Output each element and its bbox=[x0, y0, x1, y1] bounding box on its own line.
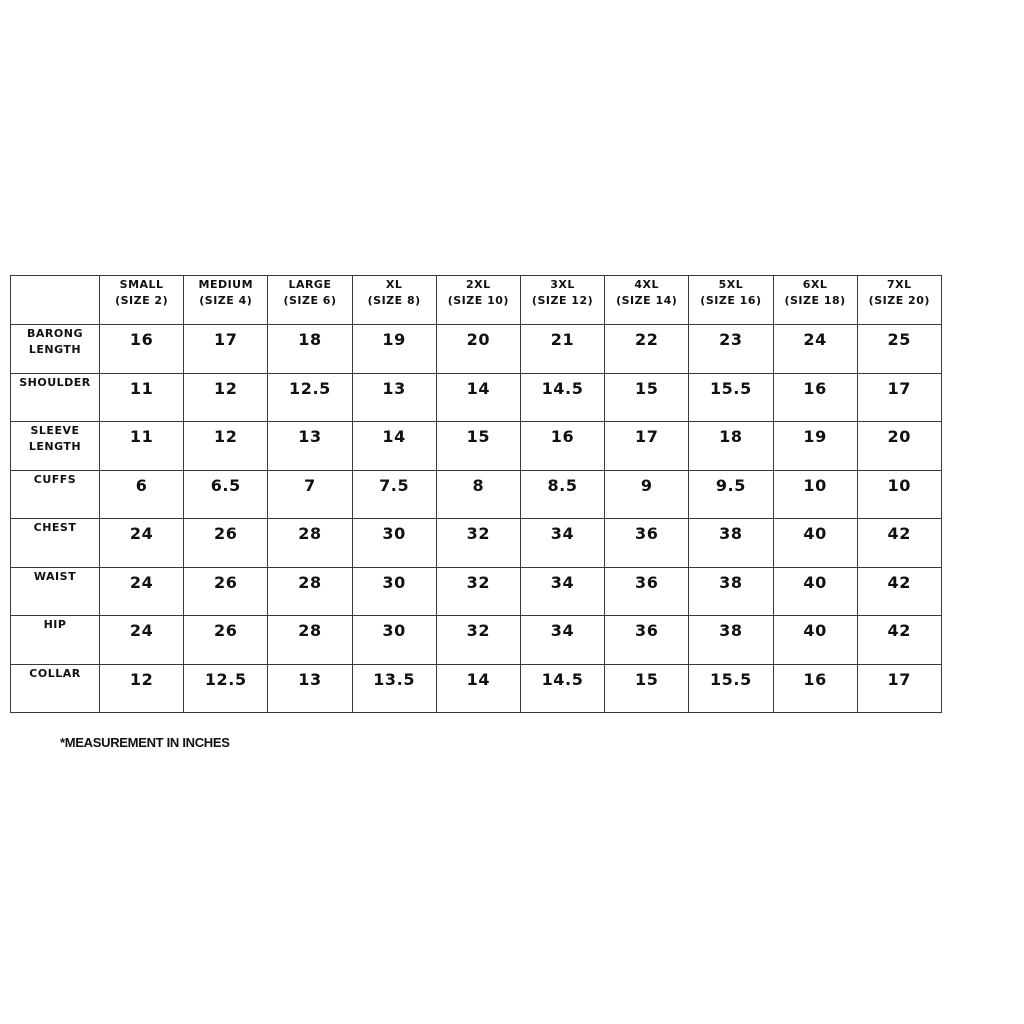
table-cell: 36 bbox=[605, 567, 689, 616]
column-header bbox=[520, 276, 604, 325]
column-size-number: (SIZE 10) bbox=[447, 294, 509, 307]
table-cell: 6.5 bbox=[184, 470, 268, 519]
table-cell: 14 bbox=[352, 422, 436, 471]
column-size-number: (SIZE 4) bbox=[199, 294, 253, 307]
table-cell: 23 bbox=[689, 325, 773, 374]
column-size-name: 6XL bbox=[802, 278, 828, 291]
table-cell: 24 bbox=[773, 325, 857, 374]
row-label-line: LENGTH bbox=[28, 440, 82, 453]
table-cell: 12.5 bbox=[184, 664, 268, 713]
table-cell: 36 bbox=[605, 616, 689, 665]
table-cell: 14 bbox=[436, 373, 520, 422]
table-cell: 42 bbox=[857, 567, 941, 616]
table-cell: 42 bbox=[857, 519, 941, 568]
table-cell: 17 bbox=[184, 325, 268, 374]
column-header bbox=[268, 276, 352, 325]
table-cell: 13.5 bbox=[352, 664, 436, 713]
table-cell: 38 bbox=[689, 567, 773, 616]
row-label bbox=[11, 616, 100, 665]
column-size-name: MEDIUM bbox=[198, 278, 254, 291]
row-label bbox=[11, 664, 100, 713]
column-header bbox=[773, 276, 857, 325]
table-cell: 38 bbox=[689, 519, 773, 568]
table-cell: 13 bbox=[352, 373, 436, 422]
column-header bbox=[184, 276, 268, 325]
column-header bbox=[605, 276, 689, 325]
table-cell: 32 bbox=[436, 616, 520, 665]
column-size-number: (SIZE 18) bbox=[784, 294, 846, 307]
table-cell: 19 bbox=[773, 422, 857, 471]
table-cell: 17 bbox=[605, 422, 689, 471]
table-cell: 32 bbox=[436, 519, 520, 568]
column-size-number: (SIZE 12) bbox=[531, 294, 594, 307]
table-cell: 38 bbox=[689, 616, 773, 665]
table-row bbox=[11, 470, 942, 519]
table-cell: 16 bbox=[773, 664, 857, 713]
table-cell: 30 bbox=[352, 616, 436, 665]
row-label bbox=[11, 519, 100, 568]
table-cell: 25 bbox=[857, 325, 941, 374]
table-cell: 21 bbox=[520, 325, 604, 374]
column-size-number: (SIZE 16) bbox=[700, 294, 762, 307]
table-cell: 30 bbox=[352, 519, 436, 568]
table-cell: 10 bbox=[773, 470, 857, 519]
table-cell: 15 bbox=[436, 422, 520, 471]
table-cell: 18 bbox=[268, 325, 352, 374]
table-cell: 9.5 bbox=[689, 470, 773, 519]
column-size-number: (SIZE 6) bbox=[283, 294, 337, 307]
table-cell: 24 bbox=[100, 567, 184, 616]
table-cell: 40 bbox=[773, 519, 857, 568]
corner-cell bbox=[11, 276, 100, 325]
table-cell: 26 bbox=[184, 567, 268, 616]
table-cell: 16 bbox=[773, 373, 857, 422]
column-size-name: 3XL bbox=[550, 278, 575, 291]
table-cell: 7.5 bbox=[352, 470, 436, 519]
table-cell: 30 bbox=[352, 567, 436, 616]
table-row bbox=[11, 422, 942, 471]
table-cell: 34 bbox=[520, 519, 604, 568]
table-cell: 12 bbox=[100, 664, 184, 713]
table-cell: 12 bbox=[184, 373, 268, 422]
table-cell: 11 bbox=[100, 373, 184, 422]
table-row bbox=[11, 373, 942, 422]
row-label-line: CHEST bbox=[33, 521, 77, 534]
table-cell: 6 bbox=[100, 470, 184, 519]
table-cell: 17 bbox=[857, 373, 941, 422]
row-label bbox=[11, 325, 100, 374]
table-cell: 34 bbox=[520, 616, 604, 665]
column-header bbox=[436, 276, 520, 325]
column-size-number: (SIZE 14) bbox=[616, 294, 678, 307]
table-cell: 28 bbox=[268, 567, 352, 616]
column-size-name: XL bbox=[385, 278, 403, 291]
table-row bbox=[11, 616, 942, 665]
column-size-name: SMALL bbox=[119, 278, 164, 291]
column-size-number: (SIZE 20) bbox=[868, 294, 930, 307]
table-cell: 26 bbox=[184, 519, 268, 568]
column-size-name: 2XL bbox=[466, 278, 491, 291]
size-chart-table bbox=[10, 275, 942, 713]
table-cell: 20 bbox=[436, 325, 520, 374]
column-size-number: (SIZE 8) bbox=[367, 294, 421, 307]
row-label-line: COLLAR bbox=[29, 666, 81, 680]
table-cell: 26 bbox=[184, 616, 268, 665]
table-cell: 14.5 bbox=[520, 664, 604, 713]
column-size-name: 5XL bbox=[718, 278, 744, 291]
table-cell: 32 bbox=[436, 567, 520, 616]
table-cell: 12 bbox=[184, 422, 268, 471]
table-row bbox=[11, 519, 942, 568]
column-size-name: 4XL bbox=[634, 278, 660, 291]
table-cell: 28 bbox=[268, 519, 352, 568]
table-cell: 18 bbox=[689, 422, 773, 471]
table-cell: 15.5 bbox=[689, 664, 773, 713]
table-cell: 14.5 bbox=[520, 373, 604, 422]
row-label bbox=[11, 422, 100, 471]
row-label bbox=[11, 470, 100, 519]
table-cell: 9 bbox=[605, 470, 689, 519]
row-label-line: HIP bbox=[43, 618, 67, 631]
row-label bbox=[11, 567, 100, 616]
table-cell: 8.5 bbox=[520, 470, 604, 519]
column-header bbox=[857, 276, 941, 325]
table-cell: 16 bbox=[520, 422, 604, 471]
table-cell: 28 bbox=[268, 616, 352, 665]
row-label-line: LENGTH bbox=[28, 343, 82, 356]
table-cell: 17 bbox=[857, 664, 941, 713]
row-label-line: BARONG bbox=[27, 327, 83, 340]
table-cell: 40 bbox=[773, 567, 857, 616]
table-row bbox=[11, 325, 942, 374]
row-label-line: SHOULDER bbox=[19, 375, 91, 389]
table-cell: 36 bbox=[605, 519, 689, 568]
table-cell: 7 bbox=[268, 470, 352, 519]
table-cell: 24 bbox=[100, 519, 184, 568]
column-size-name: 7XL bbox=[886, 278, 912, 291]
table-cell: 14 bbox=[436, 664, 520, 713]
row-label bbox=[11, 373, 100, 422]
table-cell: 13 bbox=[268, 422, 352, 471]
table-cell: 11 bbox=[100, 422, 184, 471]
table-cell: 8 bbox=[436, 470, 520, 519]
table-cell: 34 bbox=[520, 567, 604, 616]
table-cell: 15.5 bbox=[689, 373, 773, 422]
table-cell: 13 bbox=[268, 664, 352, 713]
table-cell: 12.5 bbox=[268, 373, 352, 422]
table-cell: 19 bbox=[352, 325, 436, 374]
table-cell: 20 bbox=[857, 422, 941, 471]
size-chart-body bbox=[11, 276, 942, 713]
column-size-name: LARGE bbox=[288, 278, 332, 291]
table-cell: 24 bbox=[100, 616, 184, 665]
table-cell: 10 bbox=[857, 470, 941, 519]
table-cell: 42 bbox=[857, 616, 941, 665]
header-row bbox=[11, 276, 942, 325]
table-cell: 40 bbox=[773, 616, 857, 665]
table-cell: 16 bbox=[100, 325, 184, 374]
row-label-line: CUFFS bbox=[33, 472, 77, 486]
column-header bbox=[689, 276, 773, 325]
column-header bbox=[352, 276, 436, 325]
table-cell: 22 bbox=[605, 325, 689, 374]
table-row bbox=[11, 664, 942, 713]
table-cell: 15 bbox=[605, 373, 689, 422]
column-size-number: (SIZE 2) bbox=[115, 294, 169, 307]
table-cell: 15 bbox=[605, 664, 689, 713]
row-label-line: WAIST bbox=[33, 569, 77, 583]
column-header bbox=[100, 276, 184, 325]
row-label-line: SLEEVE bbox=[30, 424, 80, 437]
table-row bbox=[11, 567, 942, 616]
measurement-footnote: *MEASUREMENT IN INCHES bbox=[60, 735, 230, 750]
